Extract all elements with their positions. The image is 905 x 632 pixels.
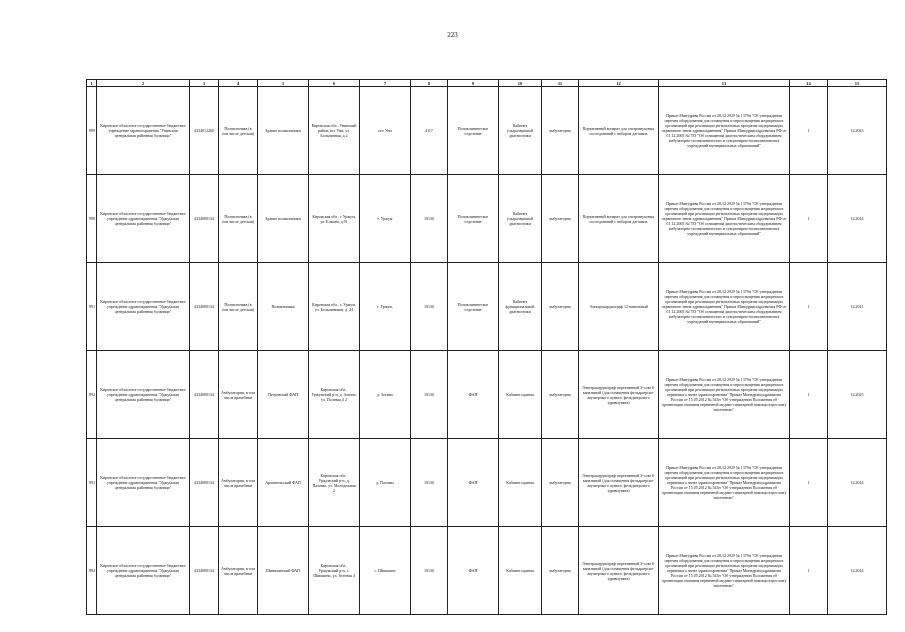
building-cell: Шиняхинский ФАП (258, 527, 309, 615)
regulation-cell: Приказ Минздрава России от 28.12.2020 № 1379н "Об утверждении перечня оборудования для оснащения и переоснащения медицинских организаций при реализации региональных программ модернизации первичного звена здравоохранения" Приказ Минздравсоцразвития РФ от 01.12.2005 № 753 "Об оснащении диагностическим оборудованием амбулаторно-поликлинических и стационарно-поликлинических учреждений муниципальных образований" (659, 263, 790, 351)
date-cell: 12.2024 (828, 175, 887, 263)
care-condition-cell: амбулаторно (542, 87, 579, 175)
column-header-7: 7 (360, 80, 411, 87)
facility-type-cell: Амбулатории, в том числе врачебные (219, 439, 258, 527)
regulation-cell: Приказ Минздрава России от 28.12.2020 № 1379н "Об утверждении перечня оборудования для оснащения и переоснащения медицинских организаций при реализации региональных программ модернизации первичного звена здравоохранения" Приказ Минздравсоцразвития России от 15.05.2012 № 543н "Об утверждении Положения об организации оказания первичной медико-санитарной помощи взрослому населению" (659, 527, 790, 615)
column-header-8: 8 (411, 80, 448, 87)
locality-code-cell: 10136 (411, 527, 448, 615)
quantity-cell: 1 (790, 263, 828, 351)
department-cell: ФАП (448, 527, 499, 615)
column-header-3: 3 (190, 80, 219, 87)
column-header-12: 12 (579, 80, 659, 87)
column-header-9: 9 (448, 80, 499, 87)
equipment-cell: Портативный аппарат для ультразвуковых исследований с набором датчиков (579, 175, 659, 263)
address-cell: Кировская обл., Унинский район, пгт Уни, ул. Больничная, д.2 (309, 87, 360, 175)
table-row (87, 263, 887, 351)
locality-cell: д. Пахомы (360, 439, 411, 527)
regulation-cell: Приказ Минздрава России от 28.12.2020 № 1379н "Об утверждении перечня оборудования для оснащения и переоснащения медицинских организаций при реализации региональных программ модернизации первичного звена здравоохранения" Приказ Минздравсоцразвития РФ от 01.12.2005 № 753 "Об оснащении диагностическим оборудованием амбулаторно-поликлинических и стационарно-поликлинических учреждений муниципальных образований" (659, 87, 790, 175)
department-cell: ФАП (448, 351, 499, 439)
building-cell: Поликлиника (258, 263, 309, 351)
code-cell: 4334000134 (190, 527, 219, 615)
table-header-row (87, 80, 887, 87)
code-cell: 4334000134 (190, 175, 219, 263)
row-number: 994 (87, 527, 97, 615)
care-condition-cell: амбулаторно (542, 527, 579, 615)
column-header-13: 13 (659, 80, 790, 87)
locality-cell: д. Зотино (360, 351, 411, 439)
row-number: 989 (87, 87, 97, 175)
column-header-2: 2 (97, 80, 190, 87)
cabinet-cell: Кабинет функциональной диагностики (499, 263, 542, 351)
column-header-1: 1 (87, 80, 97, 87)
address-cell: Кировская обл., Уржумский р-н, с. Шишкино, ул. Зеленая 4 (309, 527, 360, 615)
cabinet-cell: Кабинет ультразвуковой диагностики (499, 87, 542, 175)
building-cell: Петровский ФАП (258, 351, 309, 439)
address-cell: Кировская обл., г Уржум, ул. Елкина, д.91 (309, 175, 360, 263)
column-header-6: 6 (309, 80, 360, 87)
facility-type-cell: Поликлиника (в том числе детская) (219, 263, 258, 351)
code-cell: 4334000134 (190, 439, 219, 527)
table-row (87, 87, 887, 175)
row-number: 991 (87, 263, 97, 351)
date-cell: 12.2025 (828, 351, 887, 439)
care-condition-cell: амбулаторно (542, 263, 579, 351)
table-row (87, 439, 887, 527)
code-cell: 4334012260 (190, 87, 219, 175)
department-cell: Поликлиническое отделение (448, 263, 499, 351)
regulation-cell: Приказ Минздрава России от 28.12.2020 № 1379н "Об утверждении перечня оборудования для оснащения и переоснащения медицинских организаций при реализации региональных программ модернизации первичного звена здравоохранения" Приказ Минздравсоцразвития РФ от 01.12.2005 № 753 "Об оснащении диагностическим оборудованием амбулаторно-поликлинических и стационарно-поликлинических учреждений муниципальных образований" (659, 175, 790, 263)
date-cell: 12.2024 (828, 439, 887, 527)
page-number: 223 (447, 31, 458, 39)
table-row (87, 175, 887, 263)
locality-code-cell: 10136 (411, 175, 448, 263)
locality-code-cell: 10136 (411, 263, 448, 351)
address-cell: Кировская обл., Уржумский р-н, д. Зотино, ул. Полевая 4 2 (309, 351, 360, 439)
department-cell: Поликлиническое отделение (448, 175, 499, 263)
date-cell: 12.2023 (828, 87, 887, 175)
code-cell: 4334000134 (190, 263, 219, 351)
date-cell: 12.2021 (828, 263, 887, 351)
regulation-cell: Приказ Минздрава России от 28.12.2020 № 1379н "Об утверждении перечня оборудования для оснащения и переоснащения медицинских организаций при реализации региональных программ модернизации первичного звена здравоохранения" Приказ Минздравсоцразвития России от 15.05.2012 № 543н "Об утверждении Положения об организации оказания первичной медико-санитарной помощи взрослому населению" (659, 439, 790, 527)
cabinet-cell: Кабинет приема (499, 527, 542, 615)
column-header-10: 10 (499, 80, 542, 87)
equipment-cell: Электрокардиограф портативный 3- или 6-канальный (для оснащения фельдшерско-акушерского пункта, фельдшерского здравпункта) (579, 527, 659, 615)
equipment-cell: Электрокардиограф портативный 3- или 6-канальный (для оснащения фельдшерско-акушерского пункта, фельдшерского здравпункта) (579, 439, 659, 527)
care-condition-cell: амбулаторно (542, 351, 579, 439)
column-header-14: 14 (790, 80, 828, 87)
quantity-cell: 1 (790, 87, 828, 175)
quantity-cell: 1 (790, 527, 828, 615)
locality-code-cell: 10136 (411, 439, 448, 527)
organization-cell: Кировское областное государственное бюджетное учреждение здравоохранения "Уржумская центральная районная больница" (97, 439, 190, 527)
row-number: 993 (87, 439, 97, 527)
regulation-cell: Приказ Минздрава России от 28.12.2020 № 1379н "Об утверждении перечня оборудования для оснащения и переоснащения медицинских организаций при реализации региональных программ модернизации первичного звена здравоохранения" Приказ Минздравсоцразвития России от 15.05.2012 № 543н "Об утверждении Положения об организации оказания первичной медико-санитарной помощи взрослому населению" (659, 351, 790, 439)
equipment-table (86, 79, 887, 615)
table-row (87, 351, 887, 439)
facility-type-cell: Амбулатории, в том числе врачебные (219, 351, 258, 439)
equipment-cell: Электрокардиограф портативный 3- или 6-канальный (для оснащения фельдшерско-акушерского пункта, фельдшерского здравпункта) (579, 351, 659, 439)
equipment-cell: Портативный аппарат для ультразвуковых исследований с набором датчиков (579, 87, 659, 175)
address-cell: Кировская обл., Уржумский р-н, д. Пахомы, ул. Молодежная 2 (309, 439, 360, 527)
locality-cell: пгт Уни (360, 87, 411, 175)
locality-cell: с. Шишкино (360, 527, 411, 615)
quantity-cell: 1 (790, 175, 828, 263)
column-header-5: 5 (258, 80, 309, 87)
code-cell: 4334000134 (190, 351, 219, 439)
cabinet-cell: Кабинет ультразвуковой диагностики (499, 175, 542, 263)
quantity-cell: 1 (790, 439, 828, 527)
cabinet-cell: Кабинет приема (499, 351, 542, 439)
equipment-cell: Электрокардиограф 12-канальный (579, 263, 659, 351)
department-cell: Поликлиническое отделение (448, 87, 499, 175)
quantity-cell: 1 (790, 351, 828, 439)
care-condition-cell: амбулаторно (542, 439, 579, 527)
organization-cell: Кировское областное государственное бюджетное учреждение здравоохранения "Уржумская центральная районная больница" (97, 175, 190, 263)
care-condition-cell: амбулаторно (542, 175, 579, 263)
column-header-15: 15 (828, 80, 887, 87)
organization-cell: Кировское областное государственное бюджетное учреждение здравоохранения "Унинская центральная районная больница" (97, 87, 190, 175)
row-number: 990 (87, 175, 97, 263)
column-header-11: 11 (542, 80, 579, 87)
building-cell: Архангельский ФАП (258, 439, 309, 527)
column-header-4: 4 (219, 80, 258, 87)
building-cell: Здание поликлиники (258, 87, 309, 175)
locality-code-cell: 10136 (411, 351, 448, 439)
table-row (87, 527, 887, 615)
locality-cell: г. Уржум, (360, 263, 411, 351)
facility-type-cell: Поликлиника (в том числе детская) (219, 175, 258, 263)
locality-code-cell: 4117 (411, 87, 448, 175)
address-cell: Кировская обл., г. Уржум, ул. Большевиков, д. 24 (309, 263, 360, 351)
organization-cell: Кировское областное государственное бюджетное учреждение здравоохранения "Уржумская центральная районная больница" (97, 351, 190, 439)
row-number: 992 (87, 351, 97, 439)
locality-cell: г. Уржум (360, 175, 411, 263)
organization-cell: Кировское областное государственное бюджетное учреждение здравоохранения "Уржумская центральная районная больница" (97, 263, 190, 351)
facility-type-cell: Поликлиника (в том числе детская) (219, 87, 258, 175)
building-cell: Здание поликлиники (258, 175, 309, 263)
date-cell: 12.2024 (828, 527, 887, 615)
facility-type-cell: Амбулатории, в том числе врачебные (219, 527, 258, 615)
cabinet-cell: Кабинет приема (499, 439, 542, 527)
department-cell: ФАП (448, 439, 499, 527)
organization-cell: Кировское областное государственное бюджетное учреждение здравоохранения "Уржумская центральная районная больница" (97, 527, 190, 615)
